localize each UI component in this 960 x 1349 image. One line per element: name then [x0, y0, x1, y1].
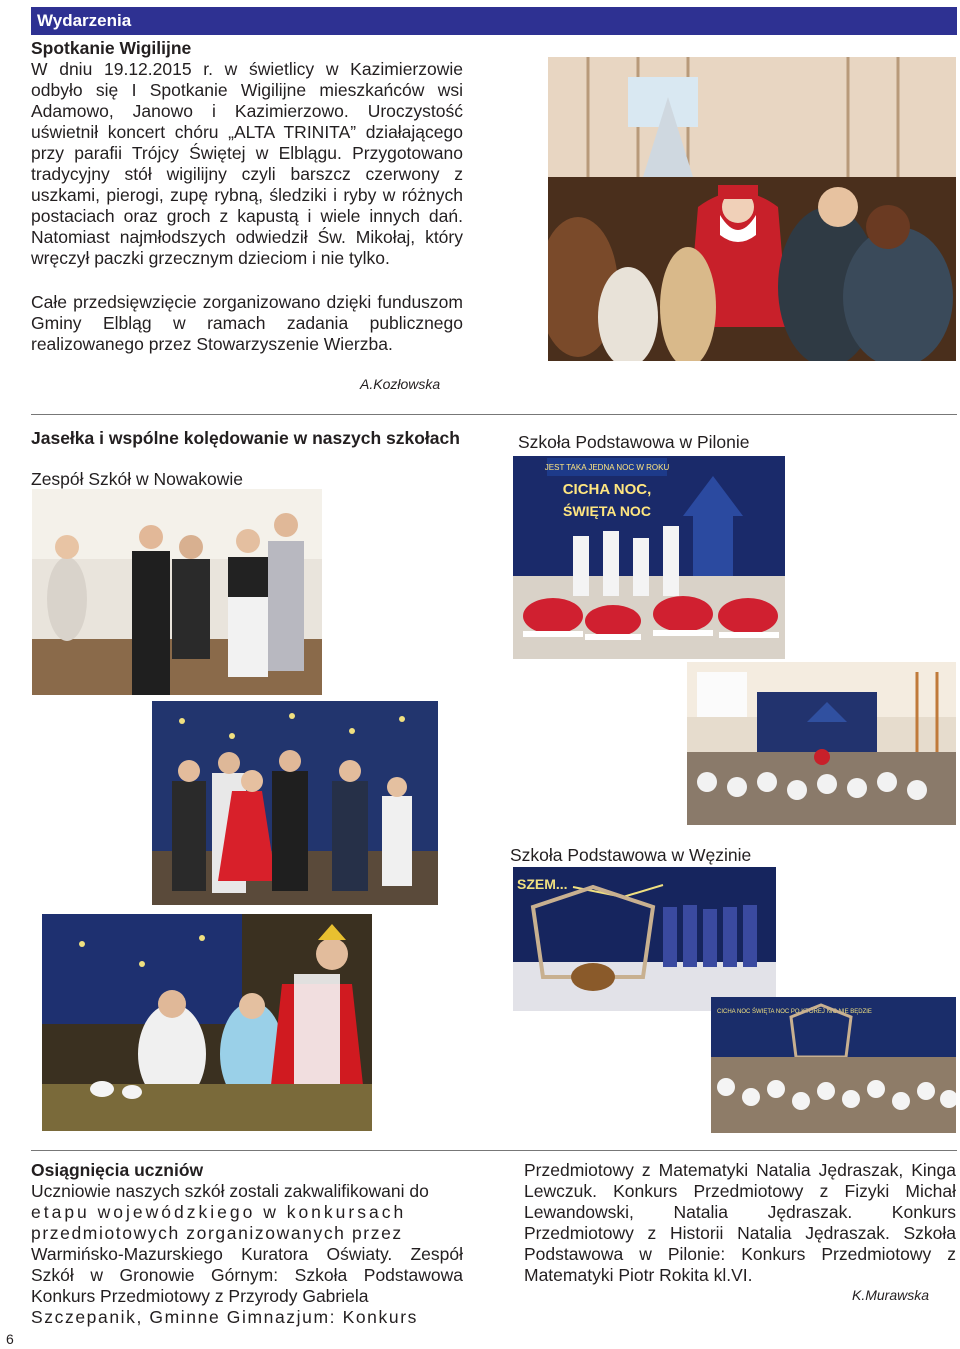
photo-nowakowo-teachers [32, 489, 322, 695]
achievements-right-column: Przedmiotowy z Matematyki Natalia Jędraszak, Kinga Lewczuk. Konkurs Przedmiotowy z Fizyki Michał Lewandowski, Natalia Jędraszak. Konkurs Przedmiotowy z Historii Natalia Jędraszak. Szkoła Podstawowa w Pilonie: Konkurs Przedmiotowy z Matematyki Piotr Rokita kl.VI. [524, 1160, 956, 1285]
photo-pilon-stage [513, 456, 785, 659]
photo-wezina-audience [711, 997, 956, 1133]
section-title: Wydarzenia [37, 11, 132, 30]
photo-nowakowo-nativity [42, 914, 372, 1131]
banner-pilon-line-1: JEST TAKA JEDNA NOC W ROKU [544, 463, 670, 472]
page-number: 6 [6, 1331, 14, 1347]
photo-christmas-eve [548, 57, 956, 361]
section-header [31, 7, 957, 35]
article-heading-jaselka: Jasełka i wspólne kolędowanie w naszych szkołach [31, 428, 460, 448]
subheading-nowakowo: Zespół Szkół w Nowakowie [31, 469, 244, 489]
photo-nowakowo-singers [152, 701, 438, 905]
article-paragraph-1: W dniu 19.12.2015 r. w świetlicy w Kazimierzowie odbyło się I Spotkanie Wigilijne mieszkańców wsi Adamowo, Janowo i Kazimierzowo. Uroczystość uświetnił koncert chóru „ALTA TRINITA” działającego przy parafii Trójcy Świętej w Elblągu. Przygotowano tradycyjny stół wigilijny czyli barszcz czerwony z uszkami, pierogi, zupę rybną, śledziki i ryby w różnych postaciach oraz groch z kapustą i wiele innych dań. Natomiast najmłodszych odwiedził Św. Mikołaj, który wręczył paczki grzecznym dzieciom i nie tylko. [31, 59, 463, 268]
photo-pilon-hall [687, 662, 956, 825]
achievements-line-1: Uczniowie naszych szkół zostali zakwalifikowani do [31, 1181, 429, 1201]
achievements-line-4: Warmińsko-Mazurskiego Kuratora Oświaty. Zespół Szkół w Gronowie Górnym: Szkoła Podstawowa Konkurs Przedmiotowy z Przyrody Gabriela [31, 1244, 463, 1306]
signature-murawska: K.Murawska [852, 1287, 930, 1303]
article-heading-osiagniecia: Osiągnięcia uczniów [31, 1160, 204, 1180]
banner-wezina-line-2: SZEM... [517, 876, 568, 892]
article-paragraph-2: Całe przedsięwzięcie zorganizowano dzięki funduszom Gminy Elbląg w ramach zadania publicznego realizowanego przez Stowarzyszenie Wierzba. [31, 292, 463, 354]
divider-1 [31, 414, 957, 415]
banner-pilon-line-3: ŚWIĘTA NOC [563, 503, 651, 519]
signature-kozlowska: A.Kozłowska [360, 376, 441, 392]
banner-pilon-line-2: CICHA NOC, [562, 481, 652, 498]
achievements-line-3: przedmiotowych zorganizowanych przez [31, 1223, 403, 1243]
divider-2 [31, 1150, 957, 1151]
achievements-line-2: etapu wojewódzkiego w konkursach [31, 1202, 407, 1222]
achievements-line-5: Szczepanik, Gminne Gimnazjum: Konkurs [31, 1307, 418, 1327]
photo-wezina-nativity [513, 867, 776, 1011]
banner-wezina-line-1: CICHA NOC ŚWIĘTA NOC PO KTÓREJ NIC NIE BĘDZIE [717, 1009, 872, 1015]
subheading-pilon: Szkoła Podstawowa w Pilonie [518, 432, 750, 452]
article-heading-wigilia: Spotkanie Wigilijne [31, 38, 192, 58]
subheading-wezina: Szkoła Podstawowa w Węzinie [510, 845, 752, 865]
